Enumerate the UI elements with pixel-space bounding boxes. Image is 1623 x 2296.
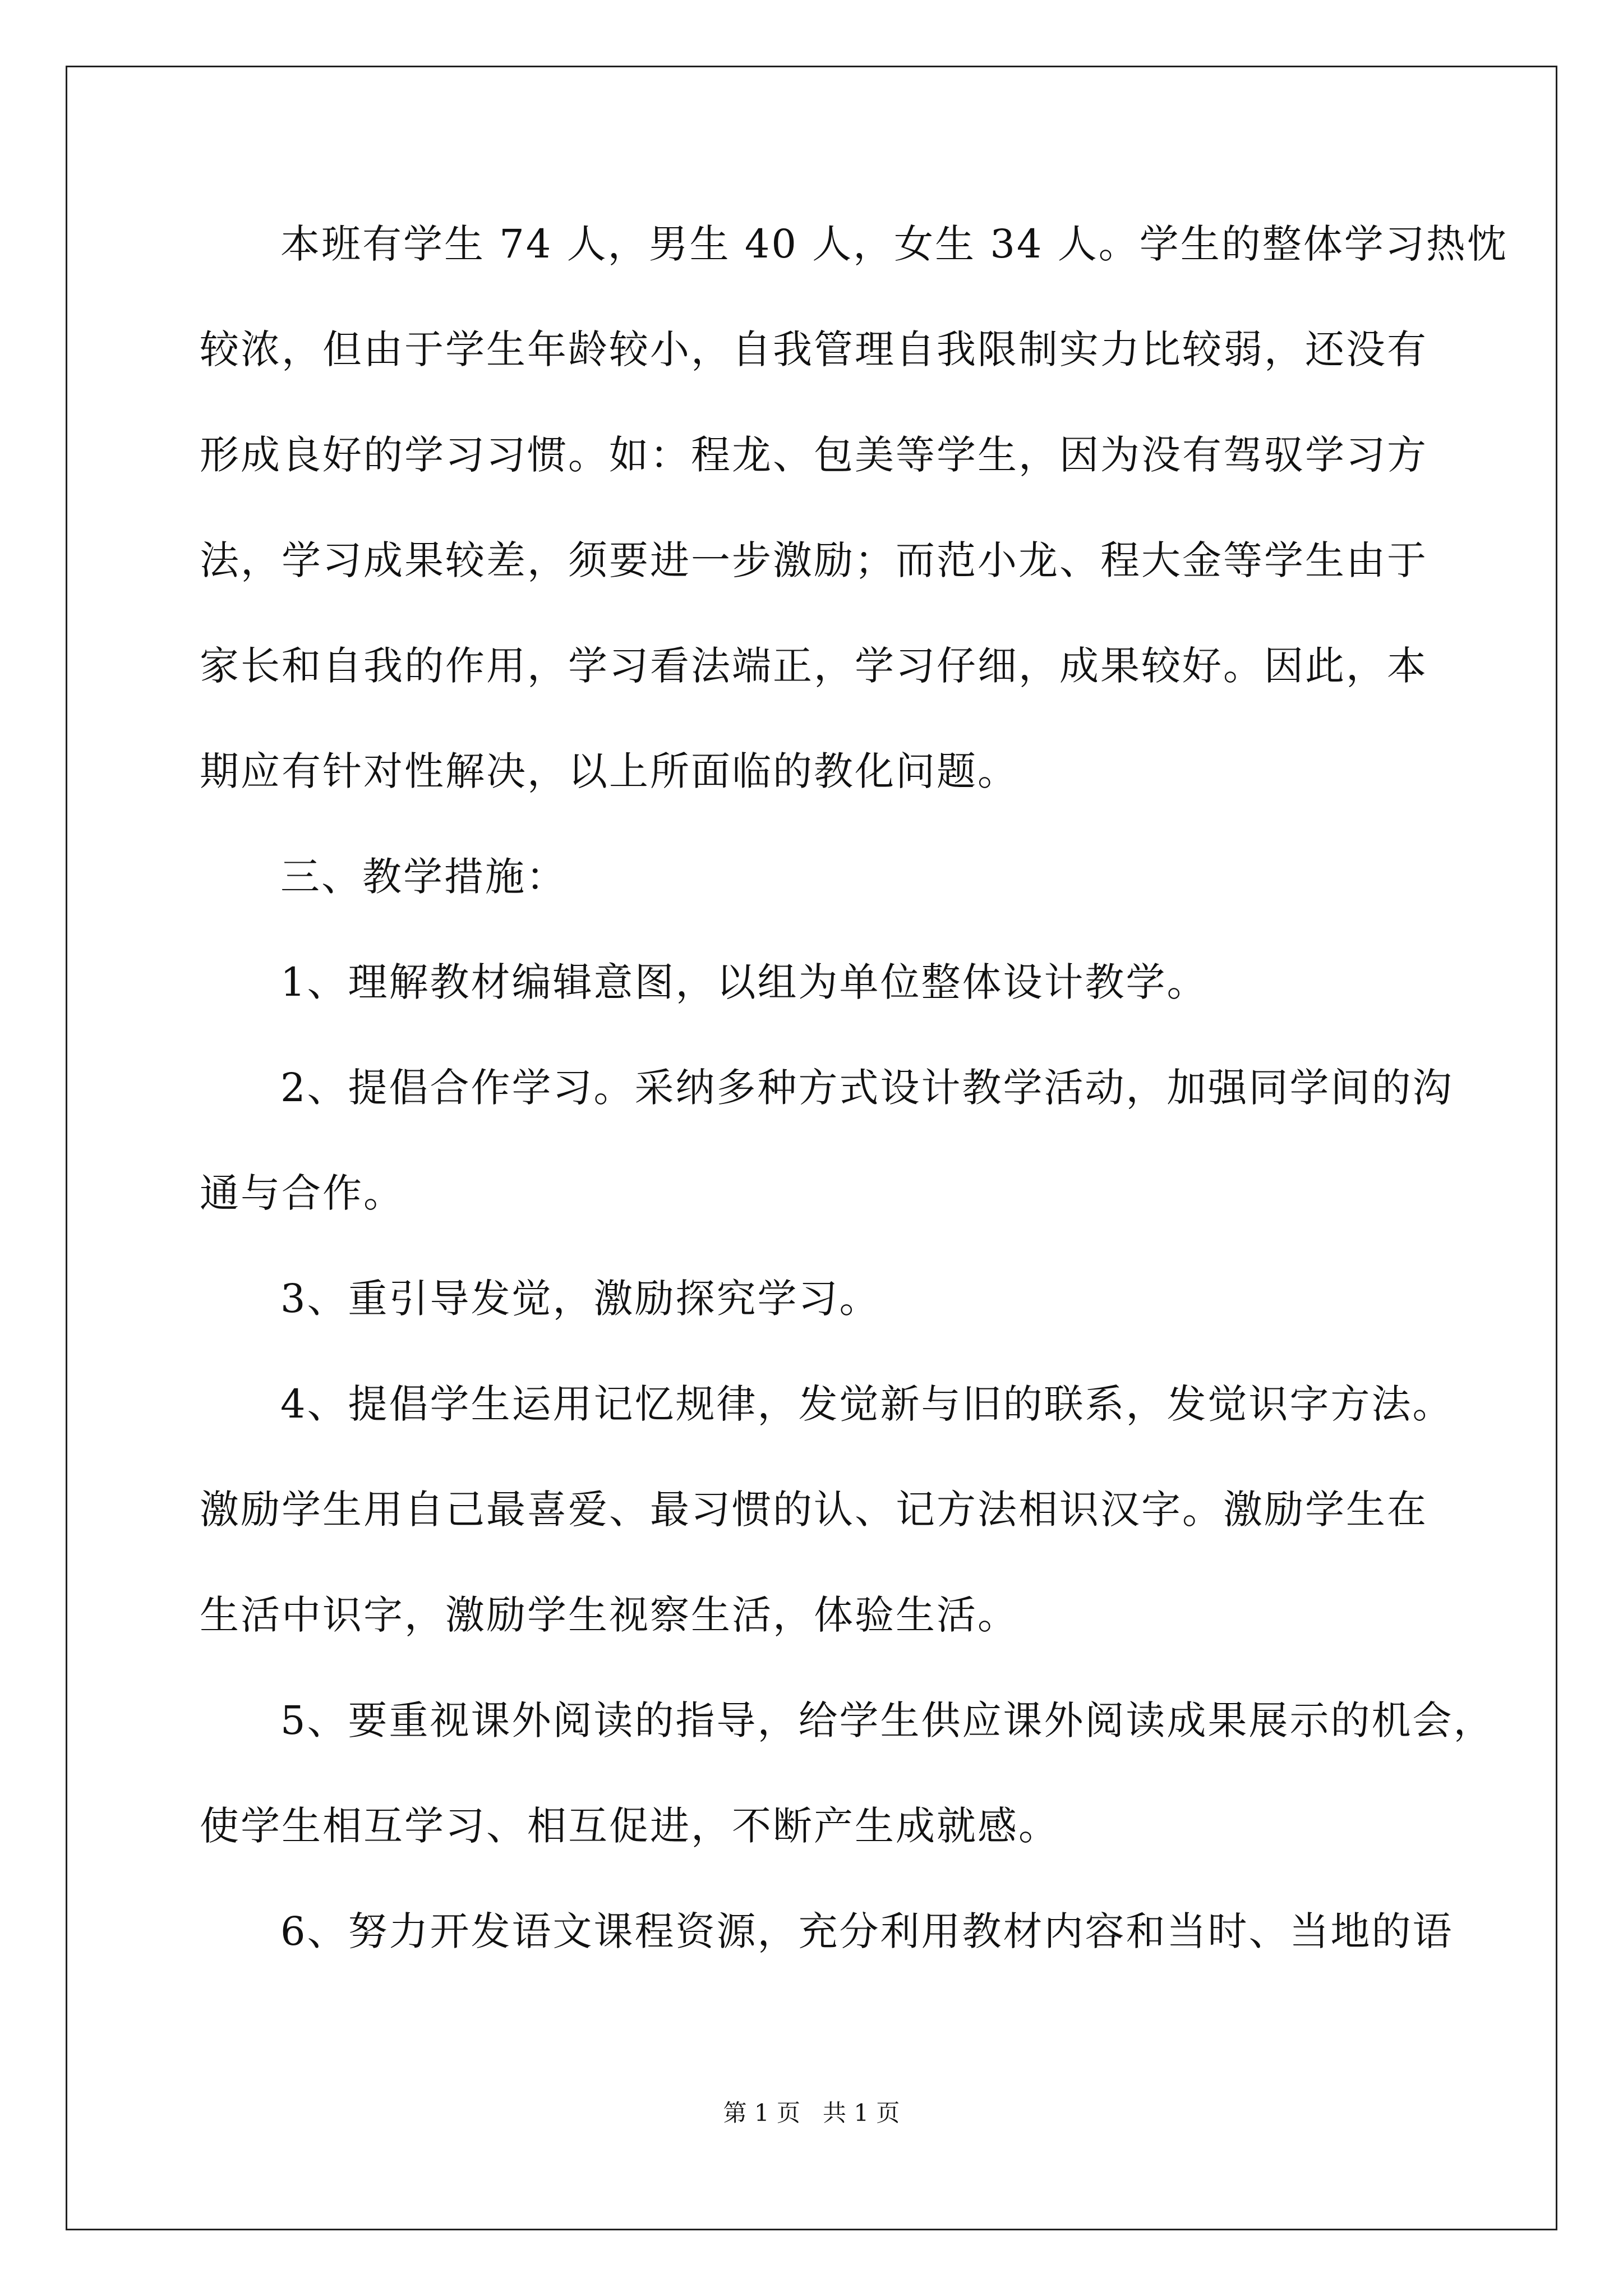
paragraph-line: 法，学习成果较差，须要进一步激励；而范小龙、程大金等学生由于 [200,537,1428,583]
paragraph-line: 使学生相互学习、相互促进，不断产生成就感。 [200,1803,1059,1849]
paragraph-line: 生活中识字，激励学生视察生活，体验生活。 [200,1592,1018,1638]
list-item: 1、理解教材编辑意图，以组为单位整体设计教学。 [280,959,1208,1005]
list-item: 2、提倡合作学习。采纳多种方式设计教学活动，加强同学间的沟 [280,1065,1454,1111]
paragraph-line: 通与合作。 [200,1170,404,1216]
page-total: 共 1 页 [823,2099,900,2127]
paragraph-line: 激励学生用自己最喜爱、最习惯的认、记方法相识汉字。激励学生在 [200,1487,1428,1533]
paragraph-line: 家长和自我的作用，学习看法端正，学习仔细，成果较好。因此，本 [200,643,1428,689]
list-item: 4、提倡学生运用记忆规律，发觉新与旧的联系，发觉识字方法。 [280,1381,1454,1427]
list-item: 3、重引导发觉，激励探究学习。 [280,1276,880,1322]
paragraph-line: 本班有学生 74 人，男生 40 人，女生 34 人。学生的整体学习热忱 [280,221,1508,267]
paragraph-line: 形成良好的学习习惯。如：程龙、包美等学生，因为没有驾驭学习方 [200,432,1428,478]
section-heading: 三、教学措施： [280,854,567,900]
paragraph-line: 期应有针对性解决，以上所面临的教化问题。 [200,748,1018,794]
page-number: 第 1 页 [723,2099,800,2127]
paragraph-line: 较浓，但由于学生年龄较小，自我管理自我限制实力比较弱，还没有 [200,326,1428,372]
list-item: 5、要重视课外阅读的指导，给学生供应课外阅读成果展示的机会， [280,1697,1495,1743]
list-item: 6、努力开发语文课程资源，充分利用教材内容和当时、当地的语 [280,1908,1454,1954]
page-footer [0,2099,1623,2127]
